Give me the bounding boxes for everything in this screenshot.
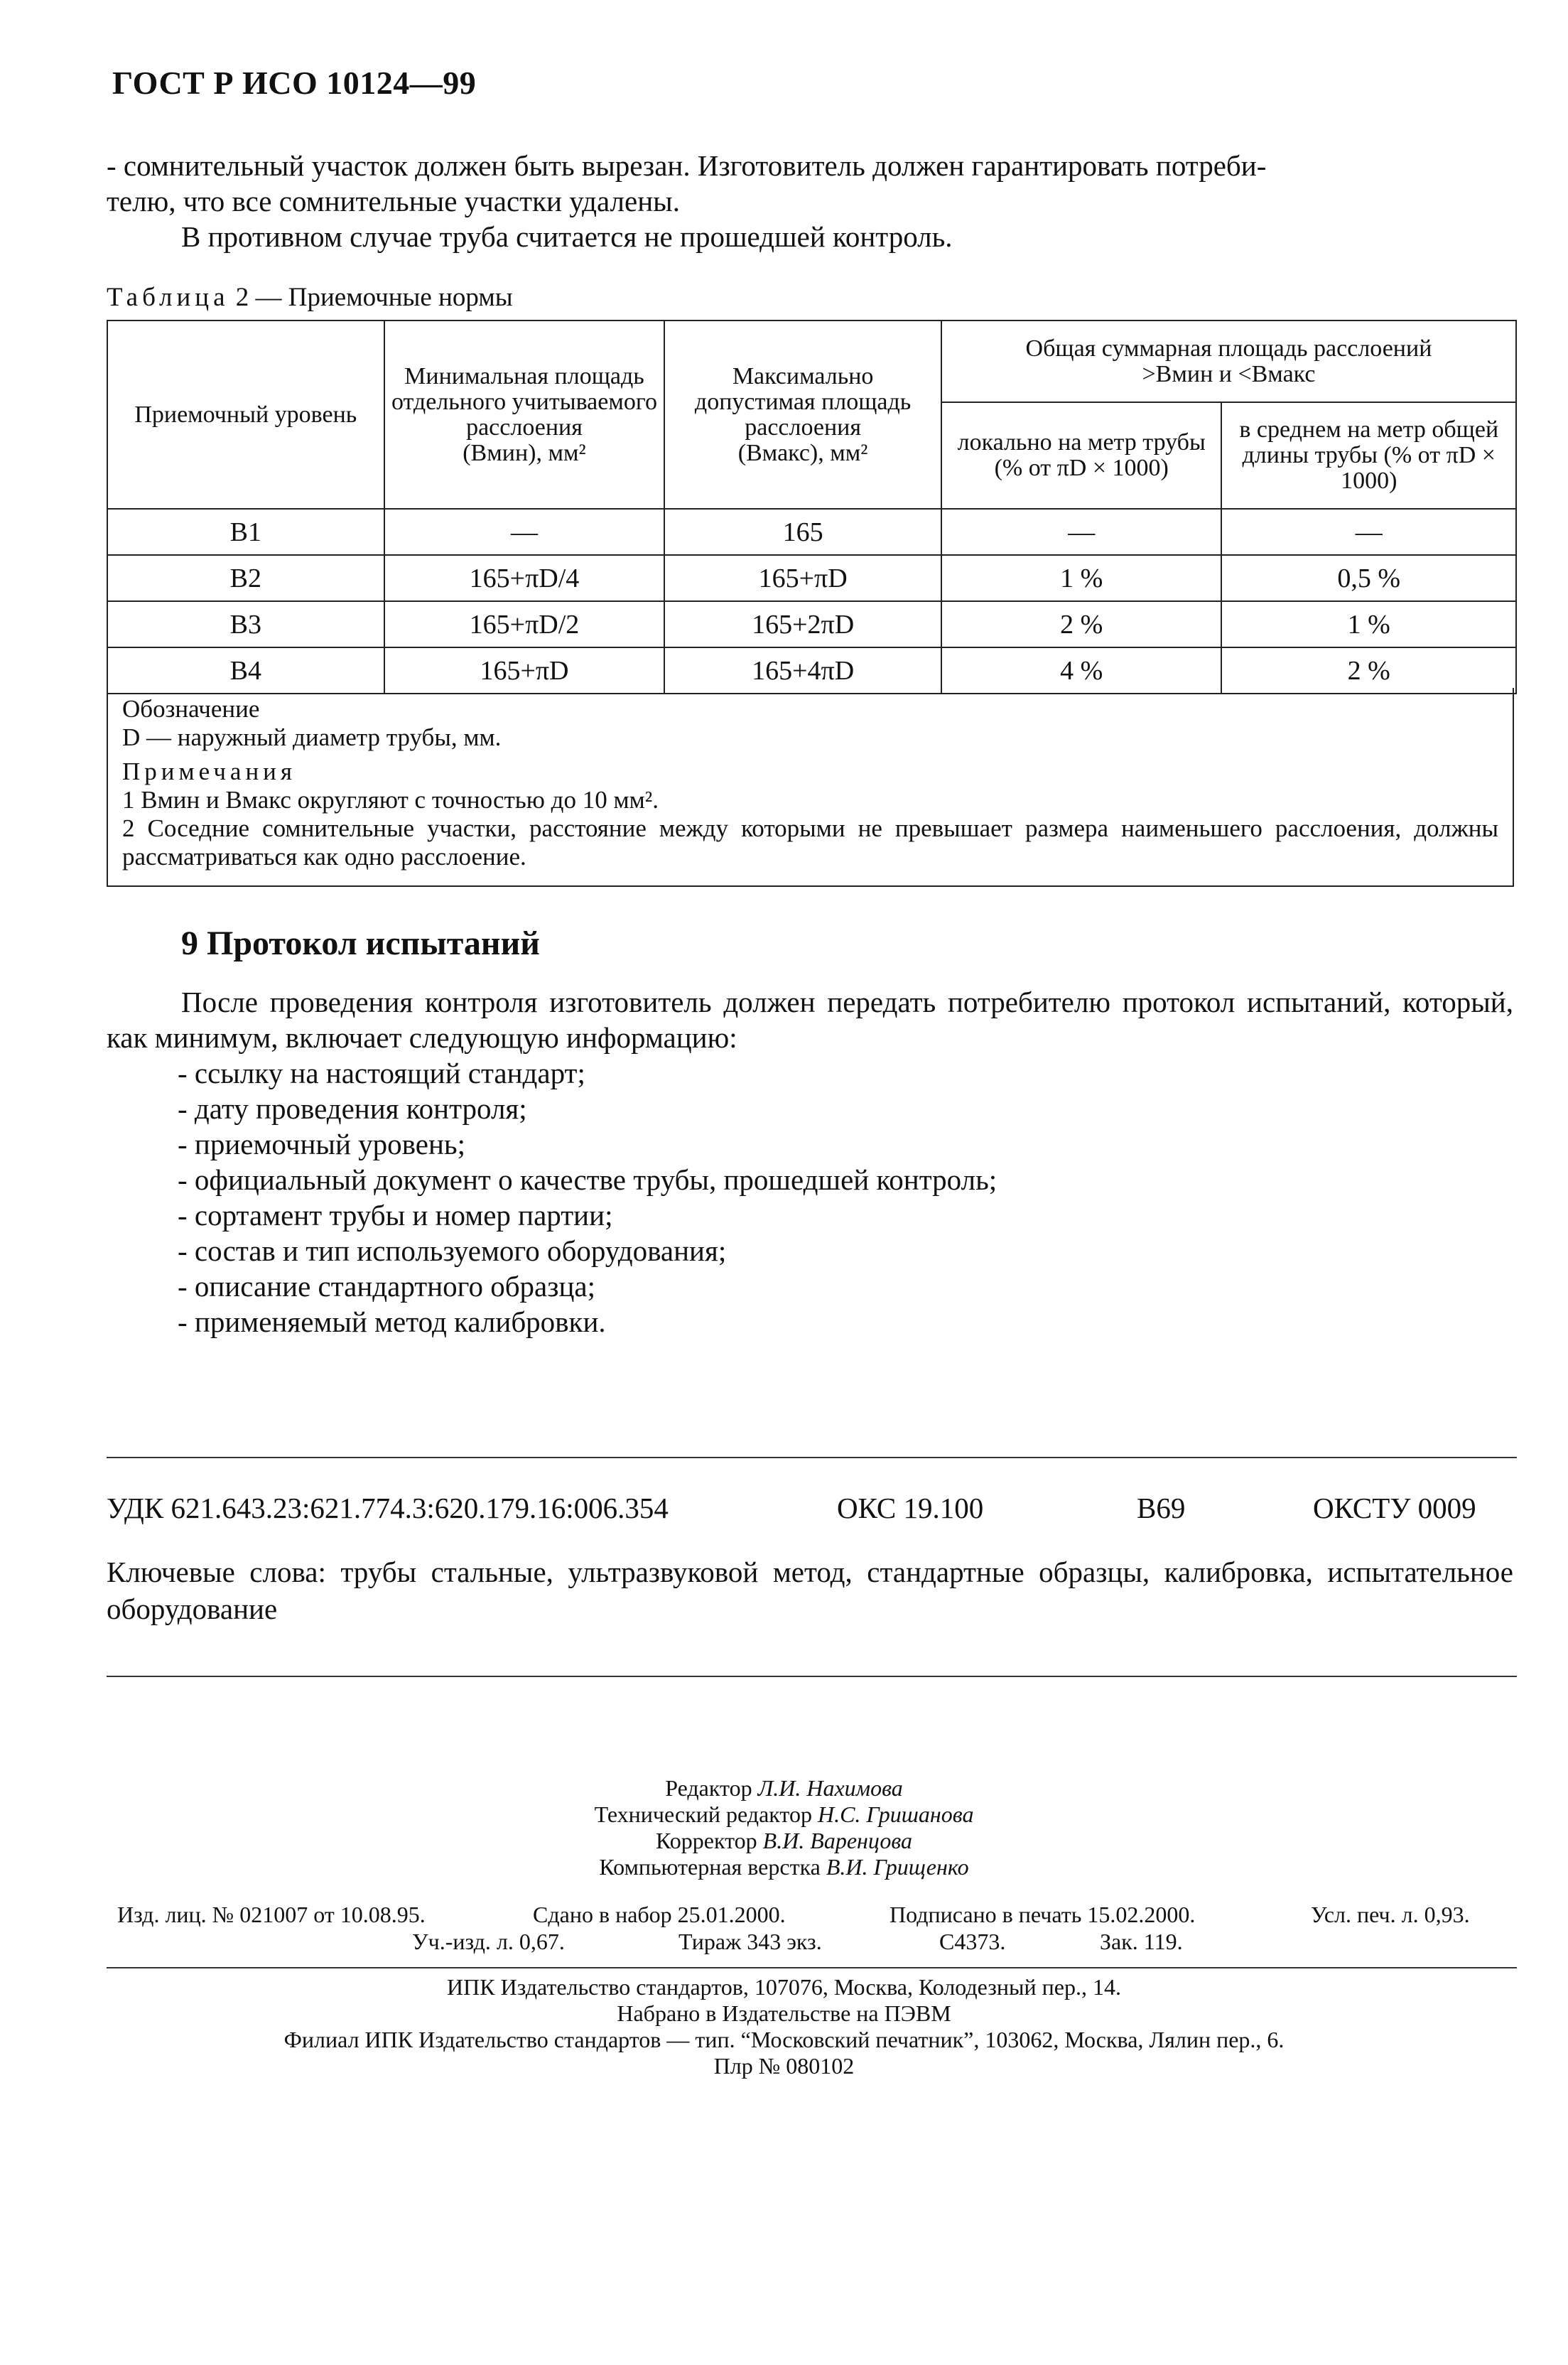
- cell: 2 %: [941, 601, 1222, 647]
- imprint-order: Зак. 119.: [1100, 1929, 1183, 1954]
- designation-text: D — наружный диаметр трубы, мм.: [122, 723, 502, 751]
- acceptance-table: [107, 320, 1517, 694]
- table-row: [107, 509, 1516, 555]
- publisher-line: ИПК Издательство стандартов, 107076, Москва, Колодезный пер., 14.: [447, 1974, 1121, 2000]
- cell: 165+πD/2: [384, 601, 665, 647]
- header-min-area-unit: (Вмин), мм²: [463, 439, 586, 466]
- section-intro: После проведения контроля изготовитель должен передать потребителю протокол испытаний, который, как минимум, включает следующую информацию:: [107, 986, 1513, 1054]
- cell: 1 %: [941, 555, 1222, 601]
- table-caption-label: Таблица: [107, 283, 229, 312]
- credit-corrector: [0, 1828, 1568, 1854]
- notes-label: Примечания: [122, 758, 297, 785]
- imprint-print-sheets: Усл. печ. л. 0,93.: [1311, 1902, 1470, 1927]
- keywords: Ключевые слова: трубы стальные, ультразвуковой метод, стандартные образцы, калибровка, испытательное оборудование: [107, 1556, 1513, 1625]
- list-item: - применяемый метод калибровки.: [178, 1305, 606, 1338]
- table-caption-text: 2 — Приемочные нормы: [235, 283, 513, 312]
- credit-layout: [0, 1854, 1568, 1880]
- group-code: В69: [1137, 1492, 1186, 1524]
- cell: B3: [107, 601, 384, 647]
- cell: 165+4πD: [664, 647, 941, 694]
- imprint-pub-sheets: Уч.-изд. л. 0,67.: [412, 1929, 565, 1954]
- intro-line-3: В противном случае труба считается не прошедшей контроль.: [181, 220, 953, 253]
- list-item: - сортамент трубы и номер партии;: [178, 1199, 613, 1232]
- header-average: в среднем на метр общей длины трубы (% от πD × 1000): [1221, 402, 1516, 509]
- credit-tech-editor: [0, 1801, 1568, 1828]
- publisher-line: Филиал ИПК Издательство стандартов — тип. “Московский печатник”, 103062, Москва, Лялин пер., 6.: [283, 2027, 1285, 2052]
- credit-name: Н.С. Гришанова: [817, 1801, 974, 1827]
- note-2: 2 Соседние сомнительные участки, расстояние между которыми не превышает размера наименьшего расслоения, должны рассматриваться как одно расслоение.: [122, 814, 1498, 871]
- credit-name: В.И. Варенцова: [762, 1828, 912, 1853]
- divider: [107, 1457, 1517, 1458]
- cell: —: [941, 509, 1222, 555]
- header-total: [941, 320, 1516, 402]
- cell: 0,5 %: [1221, 555, 1516, 601]
- credit-role: Компьютерная верстка: [599, 1854, 821, 1880]
- credit-role: Технический редактор: [594, 1801, 812, 1827]
- header-level: Приемочный уровень: [107, 320, 384, 509]
- publisher-line: Плр № 080102: [713, 2053, 855, 2079]
- imprint-signed: Подписано в печать 15.02.2000.: [890, 1902, 1196, 1927]
- credit-name: Л.И. Нахимова: [757, 1775, 903, 1801]
- list-item: - приемочный уровень;: [178, 1128, 466, 1160]
- cell: 165: [664, 509, 941, 555]
- table-row: [107, 555, 1516, 601]
- list-item: - состав и тип используемого оборудования;: [178, 1234, 727, 1267]
- cell: 165+πD: [384, 647, 665, 694]
- cell: 165+πD: [664, 555, 941, 601]
- credit-name: В.И. Грищенко: [826, 1854, 969, 1880]
- cell: 2 %: [1221, 647, 1516, 694]
- list-item: - официальный документ о качестве трубы, прошедшей контроль;: [178, 1163, 997, 1196]
- header-min-area: [384, 320, 665, 509]
- list-item: - дату проведения контроля;: [178, 1092, 527, 1125]
- table-caption: [107, 282, 513, 313]
- intro-line-1: - сомнительный участок должен быть вырезан. Изготовитель должен гарантировать потреби-: [107, 149, 1267, 182]
- list-item: - описание стандартного образца;: [178, 1270, 595, 1303]
- cell: 1 %: [1221, 601, 1516, 647]
- okstu-code: ОКСТУ 0009: [1313, 1492, 1476, 1524]
- header-min-area-text: Минимальная площадь отдельного учитываемого расслоения: [391, 362, 657, 441]
- credit-editor: [0, 1775, 1568, 1801]
- list-item: - ссылку на настоящий стандарт;: [178, 1057, 585, 1089]
- imprint-code: С4373.: [939, 1929, 1006, 1954]
- note-1: 1 Вмин и Вмакс округляют с точностью до 10 мм².: [122, 786, 659, 814]
- header-max-area-unit: (Вмакс), мм²: [737, 439, 868, 466]
- header-total-range: >Вмин и <Вмакс: [1142, 360, 1316, 387]
- table-row: [107, 647, 1516, 694]
- cell: B4: [107, 647, 384, 694]
- document-header: ГОСТ Р ИСО 10124—99: [112, 65, 477, 101]
- cell: B2: [107, 555, 384, 601]
- udk-code: УДК 621.643.23:621.774.3:620.179.16:006.354: [107, 1492, 669, 1524]
- header-max-area: [664, 320, 941, 509]
- divider: [107, 1967, 1517, 1968]
- header-max-area-text: Максимально допустимая площадь расслоения: [694, 362, 912, 441]
- imprint-run: Тираж 343 экз.: [678, 1929, 822, 1954]
- cell: B1: [107, 509, 384, 555]
- header-local: локально на метр трубы (% от πD × 1000): [941, 402, 1222, 509]
- credit-role: Корректор: [656, 1828, 757, 1853]
- publisher-line: Набрано в Издательстве на ПЭВМ: [617, 2000, 951, 2026]
- section-title: 9 Протокол испытаний: [181, 925, 540, 962]
- cell: —: [1221, 509, 1516, 555]
- table-notes: [107, 688, 1514, 887]
- cell: —: [384, 509, 665, 555]
- cell: 4 %: [941, 647, 1222, 694]
- divider: [107, 1676, 1517, 1677]
- oks-code: ОКС 19.100: [837, 1492, 984, 1524]
- imprint-license: Изд. лиц. № 021007 от 10.08.95.: [117, 1902, 426, 1927]
- designation-label: Обозначение: [122, 695, 260, 723]
- cell: 165+2πD: [664, 601, 941, 647]
- imprint-sent: Сдано в набор 25.01.2000.: [533, 1902, 786, 1927]
- header-total-text: Общая суммарная площадь расслоений: [1025, 335, 1432, 362]
- cell: 165+πD/4: [384, 555, 665, 601]
- intro-line-2: телю, что все сомнительные участки удалены.: [107, 185, 680, 217]
- table-row: [107, 601, 1516, 647]
- credit-role: Редактор: [665, 1775, 752, 1801]
